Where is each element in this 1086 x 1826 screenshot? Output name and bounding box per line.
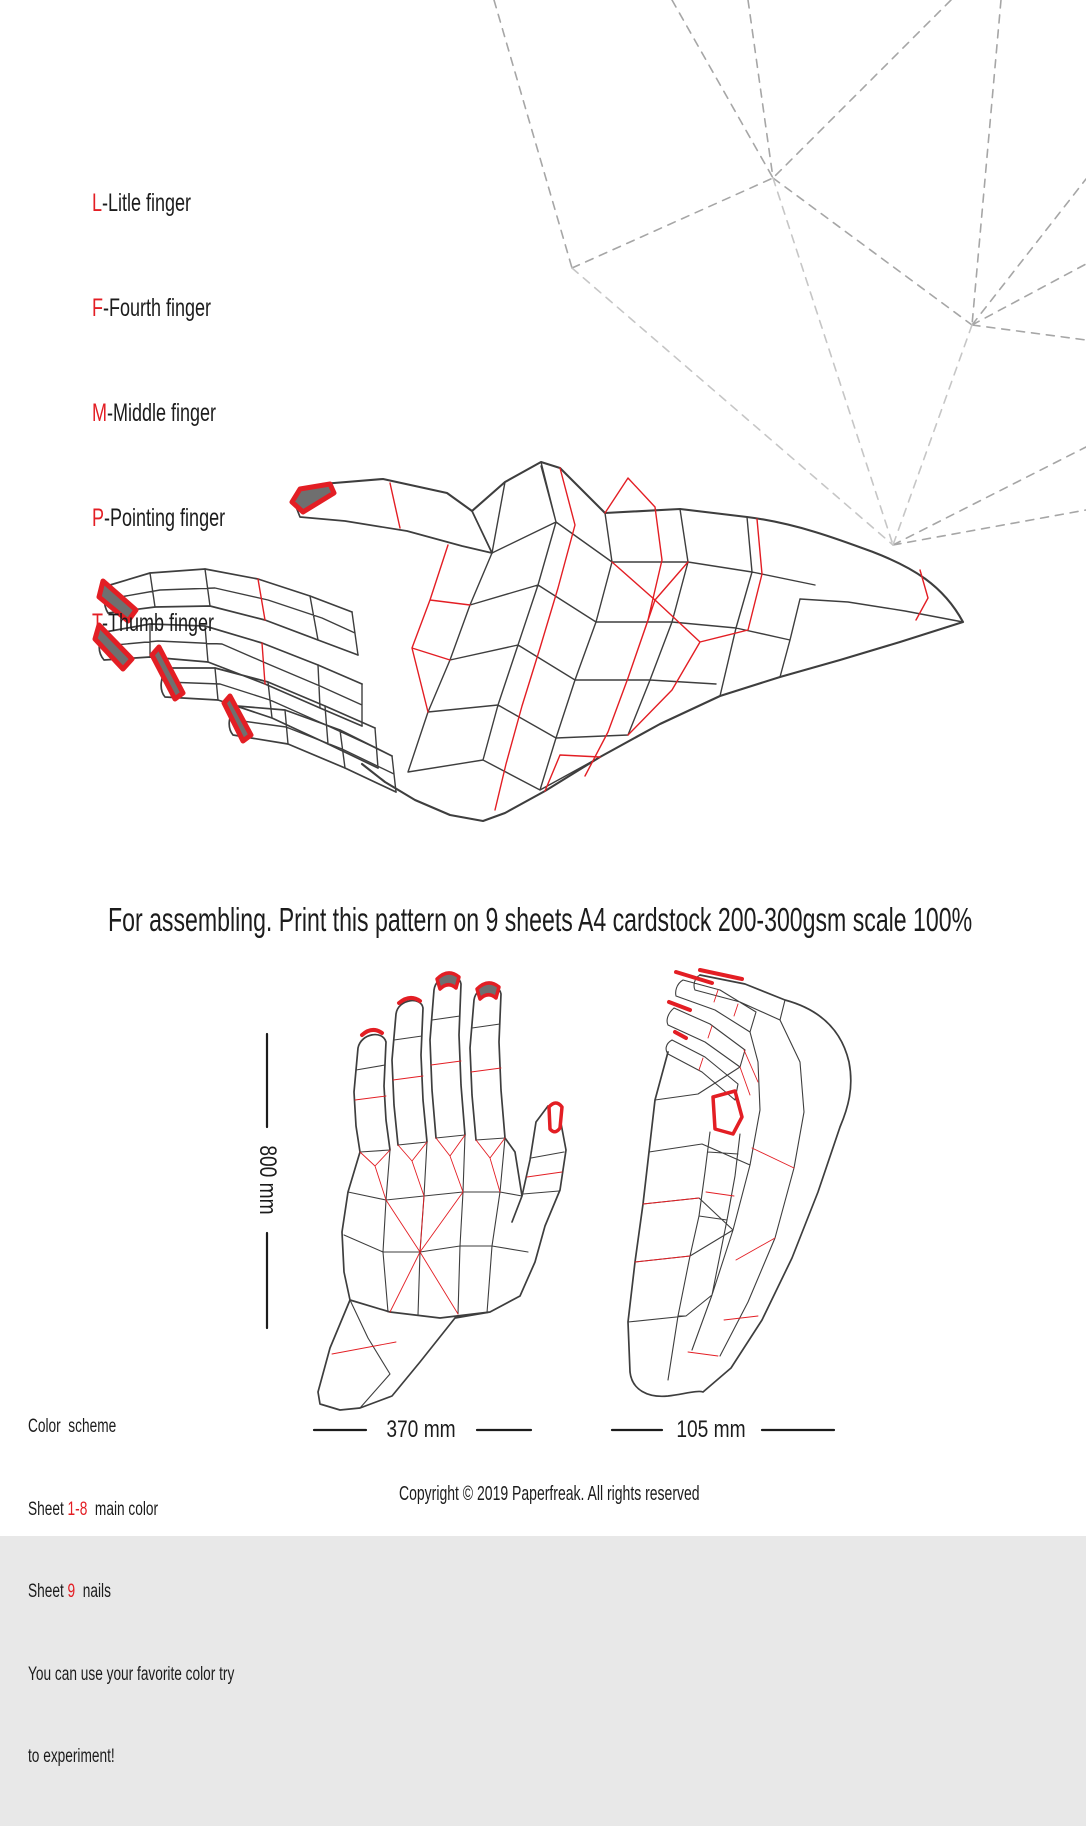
legend-label-thumb: -Thumb finger: [102, 609, 215, 637]
color-scheme-sheet-nails: [28, 1578, 234, 1606]
assembly-instruction: For assembling. Print this pattern on 9 sheets A4 cardstock 200-300gsm scale 100%: [108, 901, 973, 938]
dashed-rays: [494, 0, 1086, 545]
right-hand-thumb-nail: [713, 1091, 742, 1134]
color-scheme-sheet-main: [28, 1496, 234, 1524]
right-hand-red-lines: [635, 990, 794, 1356]
legend-key-f: F: [92, 294, 104, 322]
dashed-ray-light-lines: [572, 178, 972, 545]
right-hand-black-mesh: [628, 975, 851, 1396]
left-hand-thumb-nail: [549, 1103, 562, 1132]
left-hand-nail-arcs: [362, 998, 420, 1035]
color-scheme-note-line1: You can use your favorite color try: [28, 1663, 235, 1685]
dashed-rays-light: [572, 178, 972, 545]
main-hand-wireframe: [95, 462, 963, 821]
height-dimension-label: 800 mm: [254, 1145, 281, 1215]
sheet2-prefix: Sheet: [28, 1581, 68, 1602]
main-hand-thumb: [293, 499, 492, 553]
sheet1-desc: main color: [87, 1498, 159, 1520]
left-hand-outline: [318, 976, 566, 1410]
legend-item-middle-finger: [92, 396, 225, 431]
right-hand-wireframe: [628, 970, 851, 1396]
dashed-ray-lines: [494, 0, 1086, 545]
legend-key-m: M: [92, 399, 107, 427]
sheet1-range: 1-8: [67, 1498, 88, 1520]
left-hand-mesh-lines: [344, 1016, 564, 1408]
main-hand-mesh-lines: [104, 462, 963, 792]
right-hand-nails: [669, 970, 742, 1134]
color-scheme-title: Color scheme: [28, 1416, 117, 1437]
legend-label-little: -Litle finger: [102, 189, 192, 217]
legend-item-pointing-finger: [92, 501, 225, 536]
width-front-dimension-label: 370 mm: [386, 1416, 456, 1443]
legend-item-thumb-finger: [92, 606, 225, 641]
sheet1-prefix: Sheet: [28, 1498, 68, 1520]
arrowhead-shapes: [261, 1020, 845, 1436]
legend-key-l: L: [92, 189, 103, 217]
legend-item-fourth-finger: [92, 291, 225, 326]
legend-label-middle: -Middle finger: [106, 399, 217, 427]
left-hand-nail-fills: [437, 973, 499, 999]
legend-key-p: P: [92, 504, 105, 532]
sheet2-range: 9: [67, 1581, 76, 1602]
dimension-arrowheads: [261, 1020, 845, 1436]
sheet2-desc: nails: [75, 1581, 111, 1602]
color-scheme-note: [28, 1358, 234, 1826]
right-hand-red-mesh: [635, 990, 794, 1356]
legend-item-little-finger: [92, 186, 225, 221]
width-side-dimension-label: 105 mm: [676, 1416, 746, 1443]
left-hand-black-mesh: [318, 976, 566, 1410]
right-hand-mesh-lines: [628, 1020, 804, 1380]
finger-legend: [92, 116, 225, 711]
legend-key-t: T: [92, 609, 103, 637]
legend-label-fourth: -Fourth finger: [103, 294, 212, 322]
copyright-line: Copyright © 2019 Paperfreak. All rights reserved: [399, 1483, 700, 1505]
left-hand-wireframe: [318, 973, 566, 1410]
left-hand-red-mesh: [332, 1061, 562, 1354]
legend-label-pointing: -Pointing finger: [104, 504, 226, 532]
dimension-arrows: [267, 1034, 834, 1430]
right-hand-outline: [628, 975, 851, 1396]
color-scheme-note-line2: to experiment!: [28, 1746, 115, 1767]
main-hand-black-mesh: [99, 462, 963, 821]
left-hand-red-lines: [332, 1061, 562, 1354]
right-hand-nail-strips: [669, 970, 742, 1038]
